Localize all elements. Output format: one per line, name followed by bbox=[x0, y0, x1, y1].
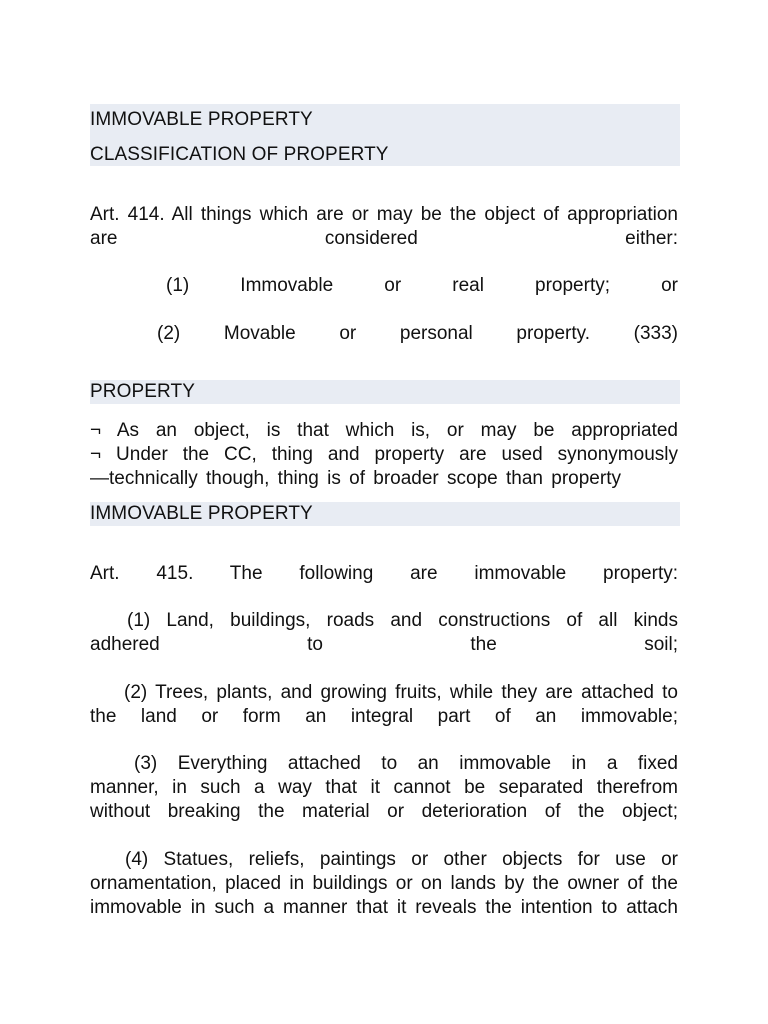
heading-immovable-property: IMMOVABLE PROPERTY bbox=[90, 109, 313, 130]
art415-p1-line1: (1) Land, buildings, roads and constructions of all kinds bbox=[127, 610, 678, 631]
property-note1: ¬ As an object, is that which is, or may be appropriated bbox=[90, 420, 678, 441]
art415-p3-line2: manner, in such a way that it cannot be separated therefrom bbox=[90, 777, 678, 798]
art414-line2: are considered either: bbox=[90, 228, 678, 249]
heading-immovable-property-2: IMMOVABLE PROPERTY bbox=[90, 503, 313, 524]
art415-p3-line3: without breaking the material or deterioration of the object; bbox=[90, 801, 678, 822]
art415-p1-line2: adhered to the soil; bbox=[90, 634, 678, 655]
property-note3: —technically though, thing is of broader scope than property bbox=[90, 468, 621, 489]
art414-item2: (2) Movable or personal property. (333) bbox=[157, 323, 678, 344]
heading-property: PROPERTY bbox=[90, 381, 195, 402]
art415-p4-line3: immovable in such a manner that it reveals the intention to attach bbox=[90, 897, 678, 918]
art415-p2-line1: (2) Trees, plants, and growing fruits, while they are attached to bbox=[124, 682, 678, 703]
art415-intro: Art. 415. The following are immovable property: bbox=[90, 563, 678, 584]
art414-item1: (1) Immovable or real property; or bbox=[166, 275, 678, 296]
art415-p3-line1: (3) Everything attached to an immovable in a fixed bbox=[134, 753, 678, 774]
art414-line1: Art. 414. All things which are or may be the object of appropriation bbox=[90, 204, 678, 225]
art415-p2-line2: the land or form an integral part of an immovable; bbox=[90, 706, 678, 727]
heading-classification: CLASSIFICATION OF PROPERTY bbox=[90, 144, 389, 165]
property-note2: ¬ Under the CC, thing and property are used synonymously bbox=[90, 444, 678, 465]
art415-p4-line2: ornamentation, placed in buildings or on lands by the owner of the bbox=[90, 873, 678, 894]
art415-p4-line1: (4) Statues, reliefs, paintings or other objects for use or bbox=[125, 849, 678, 870]
